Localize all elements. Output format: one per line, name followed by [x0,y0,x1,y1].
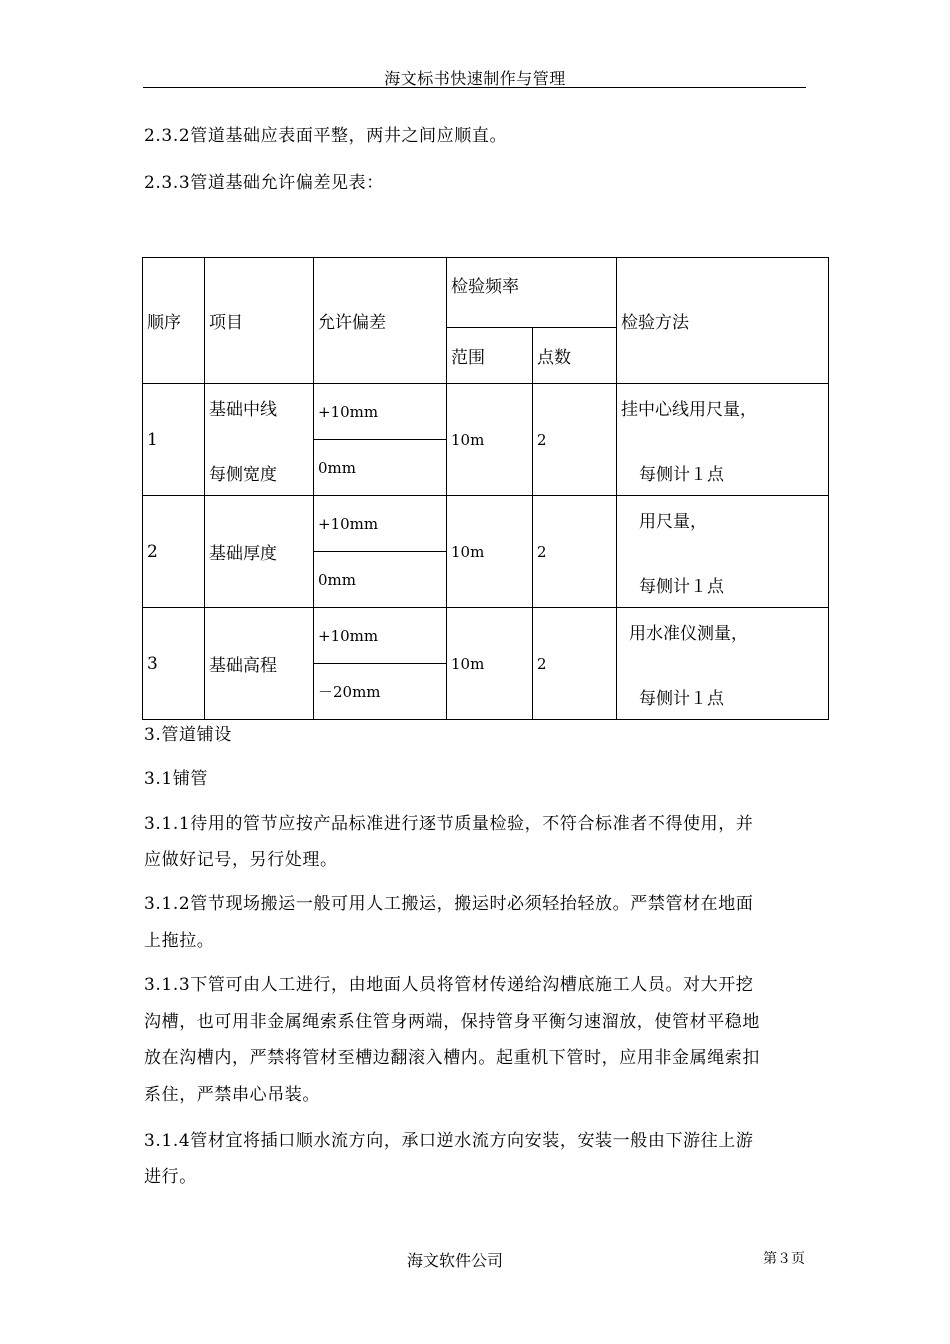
header-title: 海文标书快速制作与管理 [384,69,566,88]
body-line: 3.1.4管材宜将插口顺水流方向，承口逆水流方向安装，安装一般由下游往上游 [144,1131,754,1151]
heading-3: 3.管道铺设 [144,725,232,745]
body-line: 放在沟槽内，严禁将管材至槽边翻滚入槽内。起重机下管时，应用非金属绳索扣 [144,1048,760,1068]
row2-method-line2: 每侧计１点 [639,576,724,597]
body-line: 系住，严禁串心吊装。 [144,1085,320,1105]
footer-company: 海文软件公司 [406,1251,503,1270]
row3-method-line1: 用水准仪测量， [629,623,748,644]
heading-3-1: 3.1铺管 [144,769,209,789]
row1-method-line2: 每侧计１点 [639,464,724,485]
footer-page-number: 第３页 [763,1251,805,1267]
body-line: 进行。 [144,1167,197,1187]
row1-method-line1: 挂中心线用尺量， [621,399,757,420]
body-line: 上拖拉。 [144,931,215,951]
row1-item-line2: 每侧宽度 [209,464,277,485]
header-deviation: 允许偏差 [314,258,447,384]
body-line: 3.1.1待用的管节应按产品标准进行逐节质量检验，不符合标准者不得使用，并 [144,814,754,834]
row2-item: 基础厚度 [205,496,314,608]
row2-points: 2 [533,496,617,608]
body-line: 沟槽，也可用非金属绳索系住管身两端，保持管身平衡匀速溜放，使管材平稳地 [144,1012,760,1032]
header-range: 范围 [447,328,533,384]
row3-item: 基础高程 [205,608,314,720]
row3-method-line2: 每侧计１点 [639,688,724,709]
header-points: 点数 [533,328,617,384]
row2-dev-top: +10mm [314,496,447,552]
paragraph-2-3-3: 2.3.3管道基础允许偏差见表： [144,173,384,193]
row2-method [617,496,829,608]
deviation-table [142,257,829,720]
header-freq: 检验频率 [447,258,617,328]
row3-dev-bottom: －20mm [314,664,447,720]
row2-range: 10m [447,496,533,608]
row3-dev-top: +10mm [314,608,447,664]
row1-range: 10m [447,384,533,496]
row1-dev-bottom: 0mm [314,440,447,496]
header-item: 项目 [205,258,314,384]
row3-method [617,608,829,720]
row3-points: 2 [533,608,617,720]
row2-method-line1: 用尺量， [639,511,707,532]
row1-dev-top: +10mm [314,384,447,440]
row1-method [617,384,829,496]
body-line: 应做好记号，另行处理。 [144,850,338,870]
row1-item-line1: 基础中线 [209,399,277,420]
body-line: 3.1.2管节现场搬运一般可用人工搬运，搬运时必须轻抬轻放。严禁管材在地面 [144,894,754,914]
body-line: 3.1.3下管可由人工进行，由地面人员将管材传递给沟槽底施工人员。对大开挖 [144,975,754,995]
header-seq: 顺序 [143,258,205,384]
header-method: 检验方法 [617,258,829,384]
row1-seq: 1 [143,384,205,496]
row3-range: 10m [447,608,533,720]
row1-points: 2 [533,384,617,496]
row2-seq: 2 [143,496,205,608]
paragraph-2-3-2: 2.3.2管道基础应表面平整，两井之间应顺直。 [144,126,508,146]
row3-seq: 3 [143,608,205,720]
header-rule [143,87,806,88]
row2-dev-bottom: 0mm [314,552,447,608]
row1-item [205,384,314,496]
